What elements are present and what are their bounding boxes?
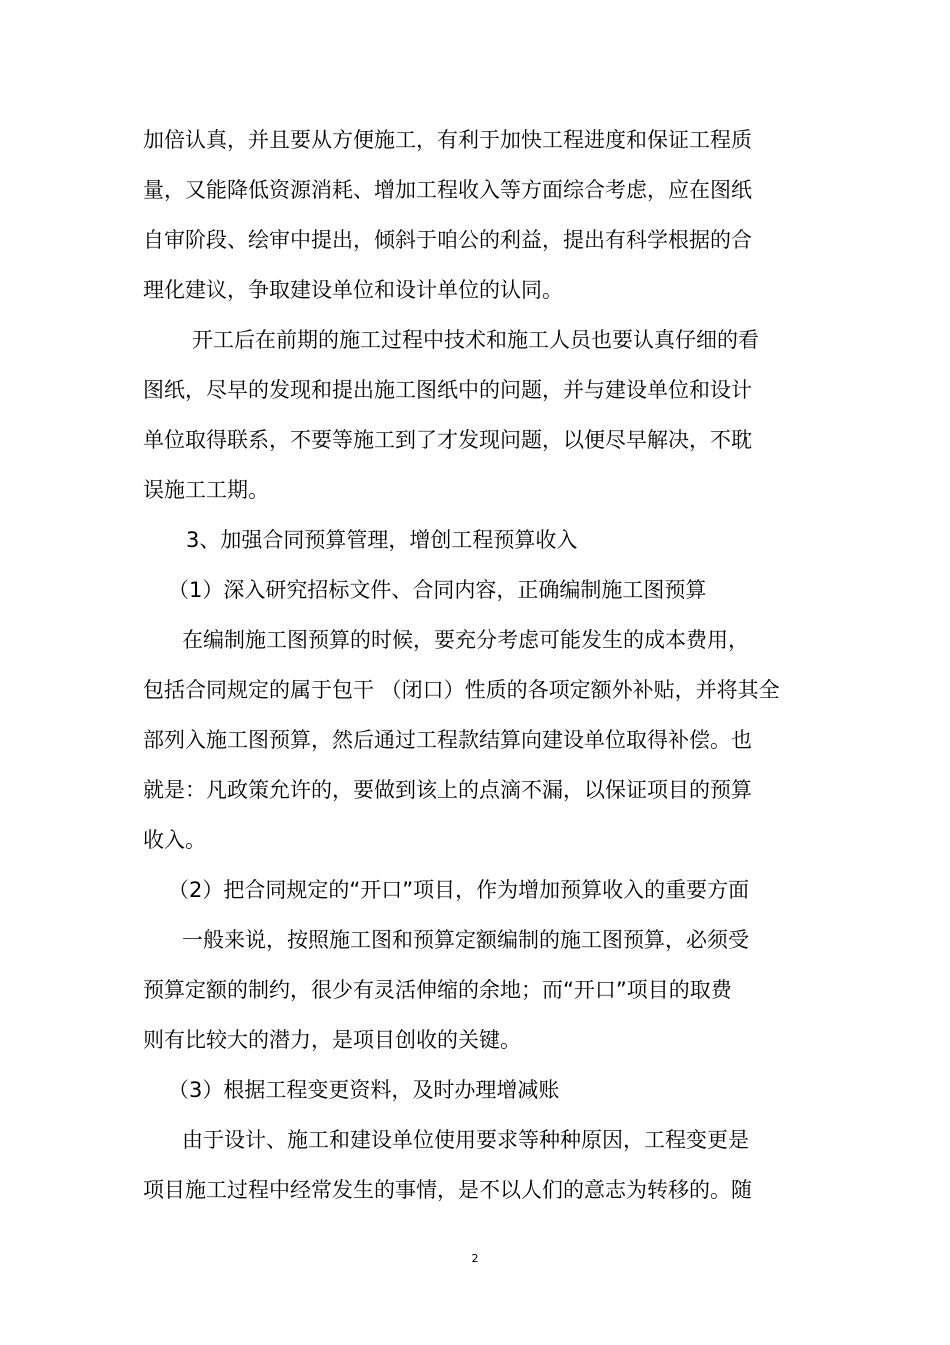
- subsection-heading: （2）把合同规定的“开口”项目，作为增加预算收入的重要方面: [168, 878, 750, 902]
- subsection-heading: （1）深入研究招标文件、合同内容，正确编制施工图预算: [168, 578, 707, 602]
- text-line: 则有比较大的潜力，是项目创收的关键。: [143, 1028, 521, 1052]
- text-line: 加倍认真，并且要从方便施工，有利于加快工程进度和保证工程质: [143, 128, 752, 152]
- section-heading: 3、加强合同预算管理，增创工程预算收入: [186, 528, 578, 552]
- text-line: 就是：凡政策允许的，要做到该上的点滴不漏，以保证项目的预算: [143, 778, 752, 802]
- text-line: 量，又能降低资源消耗、增加工程收入等方面综合考虑，应在图纸: [143, 178, 752, 202]
- page-number: 2: [471, 1252, 479, 1265]
- text-line: 开工后在前期的施工过程中技术和施工人员也要认真仔细的看: [192, 328, 759, 352]
- text-line: 自审阶段、绘审中提出，倾斜于咱公的利益，提出有科学根据的合: [143, 228, 752, 252]
- text-line: 图纸，尽早的发现和提出施工图纸中的问题，并与建设单位和设计: [143, 378, 752, 402]
- text-line: 理化建议，争取建设单位和设计单位的认同。: [143, 278, 563, 302]
- text-line: 收入。: [143, 828, 206, 852]
- text-line: 在编制施工图预算的时候，要充分考虑可能发生的成本费用，: [182, 628, 749, 652]
- text-line: 一般来说，按照施工图和预算定额编制的施工图预算，必须受: [182, 928, 749, 952]
- subsection-heading: （3）根据工程变更资料，及时办理增减账: [168, 1078, 560, 1102]
- text-line: 由于设计、施工和建设单位使用要求等种种原因，工程变更是: [182, 1128, 749, 1152]
- text-line: 误施工工期。: [143, 478, 269, 502]
- text-line: 单位取得联系，不要等施工到了才发现问题，以便尽早解决，不耽: [143, 428, 752, 452]
- text-line: 包括合同规定的属于包干 （闭口）性质的各项定额外补贴，并将其全: [143, 678, 780, 702]
- text-line: 预算定额的制约，很少有灵活伸缩的余地；而“开口”项目的取费: [143, 978, 732, 1002]
- text-line: 项目施工过程中经常发生的事情，是不以人们的意志为转移的。随: [143, 1178, 752, 1202]
- text-line: 部列入施工图预算，然后通过工程款结算向建设单位取得补偿。也: [143, 728, 752, 752]
